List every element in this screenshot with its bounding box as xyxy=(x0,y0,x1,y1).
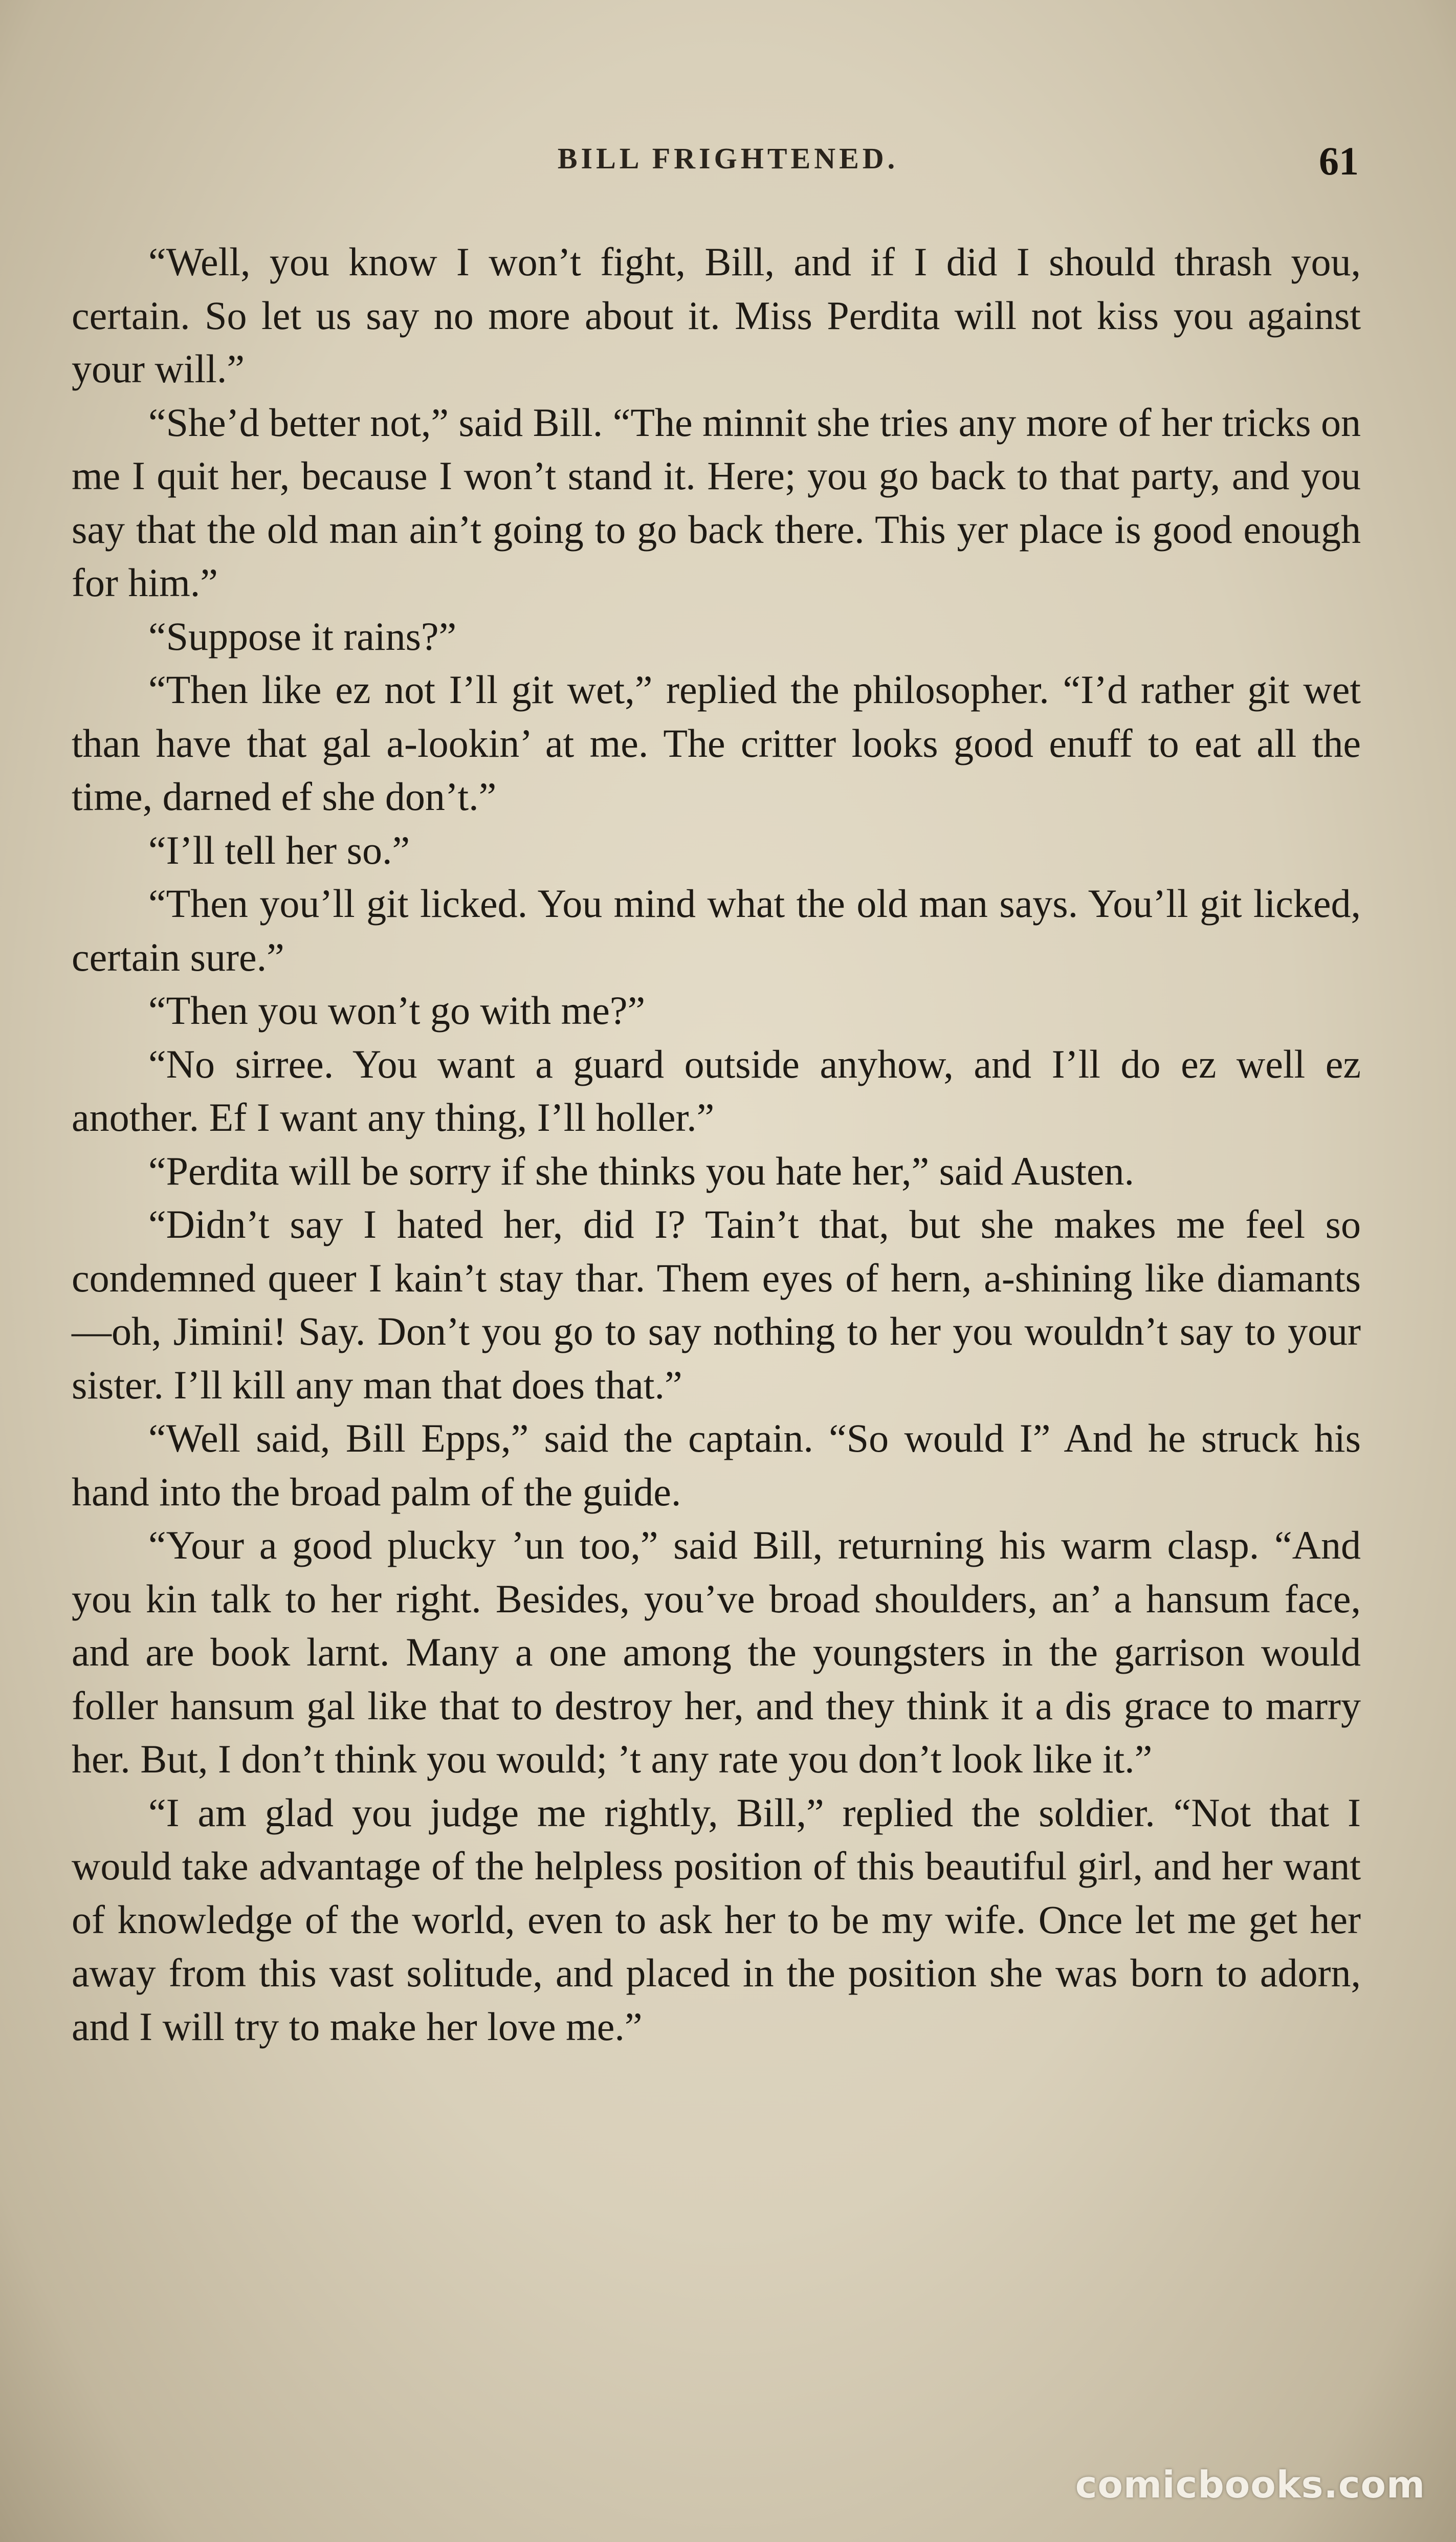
paragraph: “Then you won’t go with me?” xyxy=(148,988,646,1033)
watermark: comicbooks.com xyxy=(1075,2463,1425,2506)
paragraph: “I’ll tell her so.” xyxy=(148,827,410,872)
page-number: 61 xyxy=(1319,139,1359,183)
paragraph: “She’d better not,” said Bill. “The minnit she tries any more of her tricks on me I quit her, because I won’t stand it. Here; you go back to that party, and you say that the old man ain’t going to go back there. This yer place is good enough for him.” xyxy=(72,400,1361,605)
running-head: BILL FRIGHTENED. xyxy=(557,142,899,175)
paragraph: “I am glad you judge me rightly, Bill,” replied the soldier. “Not that I would take advantage of the helpless position of this beautiful girl, and her want of knowledge of the world, even to ask her to be my wife. Once let me get her away from this vast solitude, and placed in the position she was born to adorn, and I will try to make her love me.” xyxy=(72,1790,1361,2049)
page-header xyxy=(0,138,1456,194)
paragraph: “Your a good plucky ’un too,” said Bill, returning his warm clasp. “And you kin talk to her right. Besides, you’ve broad shoulders, an’ a hansum face, and are book larnt. Many a one among the youngsters in the garrison would foller hansum gal like that to destroy her, and they think it a dis grace to marry her. But, I don’t think you would; ’t any rate you don’t look like it.” xyxy=(72,1523,1361,1781)
body-text xyxy=(72,235,1361,2053)
paragraph: “Suppose it rains?” xyxy=(148,613,457,659)
paragraph: “Well, you know I won’t fight, Bill, and if I did I should thrash you, certain. So let us say no more about it. Miss Perdita will not kiss you against your will.” xyxy=(72,239,1361,391)
paragraph: “Well said, Bill Epps,” said the captain. “So would I” And he struck his hand into the broad palm of the guide. xyxy=(72,1416,1361,1514)
paragraph: “Perdita will be sorry if she thinks you hate her,” said Austen. xyxy=(148,1148,1134,1193)
paragraph: “No sirree. You want a guard outside anyhow, and I’ll do ez well ez another. Ef I want any thing, I’ll holler.” xyxy=(72,1041,1361,1139)
paragraph: “Then like ez not I’ll git wet,” replied the philosopher. “I’d rather git wet than have that gal a-lookin’ at me. The critter looks good enuff to eat all the time, darned ef she don’t.” xyxy=(72,667,1361,819)
paragraph: “Then you’ll git licked. You mind what the old man says. You’ll git licked, certain sure.” xyxy=(72,881,1361,979)
paragraph: “Didn’t say I hated her, did I? Tain’t that, but she makes me feel so condemned queer I kain’t stay thar. Them eyes of hern, a-shining like diamants—oh, Jimini! Say. Don’t you go to say nothing to her you wouldn’t say to your sister. I’ll kill any man that does that.” xyxy=(72,1202,1361,1407)
